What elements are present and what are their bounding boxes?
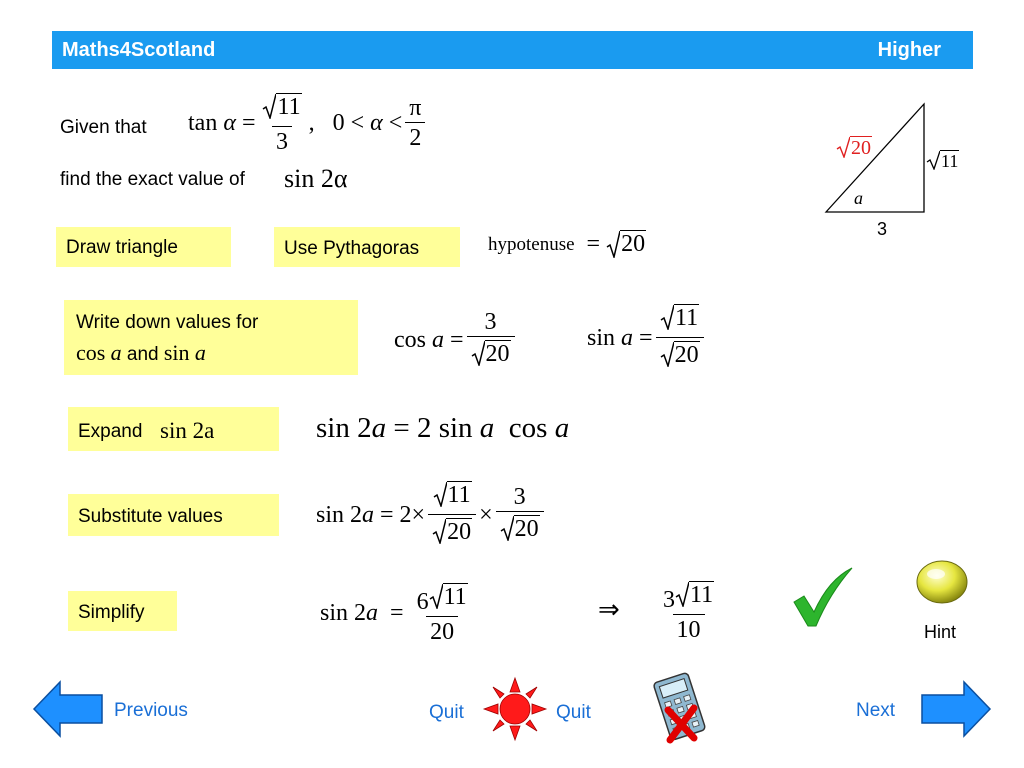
pi-over-two: $\frac{\pi}{2}$ xyxy=(405,96,425,150)
final-answer: 3 11 10 xyxy=(663,581,714,643)
given-expression xyxy=(188,90,428,156)
comma: , xyxy=(308,110,315,136)
checkmark-icon xyxy=(790,566,856,630)
sun-quit-icon[interactable] xyxy=(482,676,548,742)
sqrt-11: 11 xyxy=(262,93,301,119)
write-values-label: Write down values for xyxy=(76,312,259,333)
lt-sign: < xyxy=(350,110,365,136)
use-pythagoras-button[interactable] xyxy=(274,227,460,267)
next-arrow-icon[interactable] xyxy=(920,680,992,738)
hint-button[interactable] xyxy=(914,556,974,646)
tan-denominator: 3 xyxy=(272,126,292,154)
previous-link[interactable]: Previous xyxy=(114,700,188,721)
given-label: Given that xyxy=(60,117,147,138)
alpha-symbol-2: α xyxy=(370,110,383,136)
substitute-label: Substitute values xyxy=(78,506,223,527)
level-label: Higher xyxy=(877,39,941,61)
previous-arrow-icon[interactable] xyxy=(32,680,104,738)
angle-label: a xyxy=(854,188,863,208)
hyp-label: 20 xyxy=(836,136,872,162)
substitute-result: sin 2 a = 2× $\frac{11}{20}$ × $\frac{3}{20}$ xyxy=(316,478,547,552)
opp-label: 11 xyxy=(926,150,959,173)
brand-title: Maths4Scotland xyxy=(62,39,216,61)
quit-link-left[interactable]: Quit xyxy=(429,702,464,723)
sin-a-result: sin a = $\frac{11}{20}$ xyxy=(587,300,707,376)
simplify-button[interactable] xyxy=(68,591,177,631)
quit-link-right[interactable]: Quit xyxy=(556,702,591,723)
equals-sign: = xyxy=(241,110,256,136)
cos-a-result: cos a = $\frac{3}{20}$ xyxy=(394,305,518,375)
simplify-label: Simplify xyxy=(78,602,145,623)
use-pythagoras-label: Use Pythagoras xyxy=(284,238,420,259)
draw-triangle-button[interactable] xyxy=(56,227,231,267)
simplify-result: sin 2 a = 6 11 20 xyxy=(320,583,467,645)
substitute-button[interactable] xyxy=(68,494,279,536)
lt-sign-2: < xyxy=(388,110,403,136)
tan-text: tan xyxy=(188,110,218,136)
tan-fraction xyxy=(258,93,305,154)
expand-button[interactable] xyxy=(68,407,279,451)
hypotenuse-result: hypotenuse = 20 xyxy=(488,231,646,257)
next-link[interactable]: Next xyxy=(856,700,896,721)
target-expression: sin 2α xyxy=(284,164,348,193)
expand-math: sin 2a xyxy=(160,418,215,443)
write-values-button[interactable] xyxy=(64,300,358,375)
draw-triangle-label: Draw triangle xyxy=(66,237,178,258)
header-bar xyxy=(52,31,973,69)
range-zero: 0 xyxy=(332,110,345,136)
alpha-symbol: α xyxy=(223,110,236,136)
no-calculator-icon xyxy=(650,668,712,746)
expand-result: sin 2a = 2 sin a cos a xyxy=(316,412,570,444)
find-label: find the exact value of xyxy=(60,169,245,190)
write-values-math: cos a and sin a xyxy=(76,340,206,365)
hint-bulb-icon xyxy=(914,556,970,616)
hint-label: Hint xyxy=(924,622,957,642)
adj-label: 3 xyxy=(877,219,888,239)
expand-label: Expand xyxy=(78,421,143,442)
implies-arrow: ⇒ xyxy=(598,595,620,624)
